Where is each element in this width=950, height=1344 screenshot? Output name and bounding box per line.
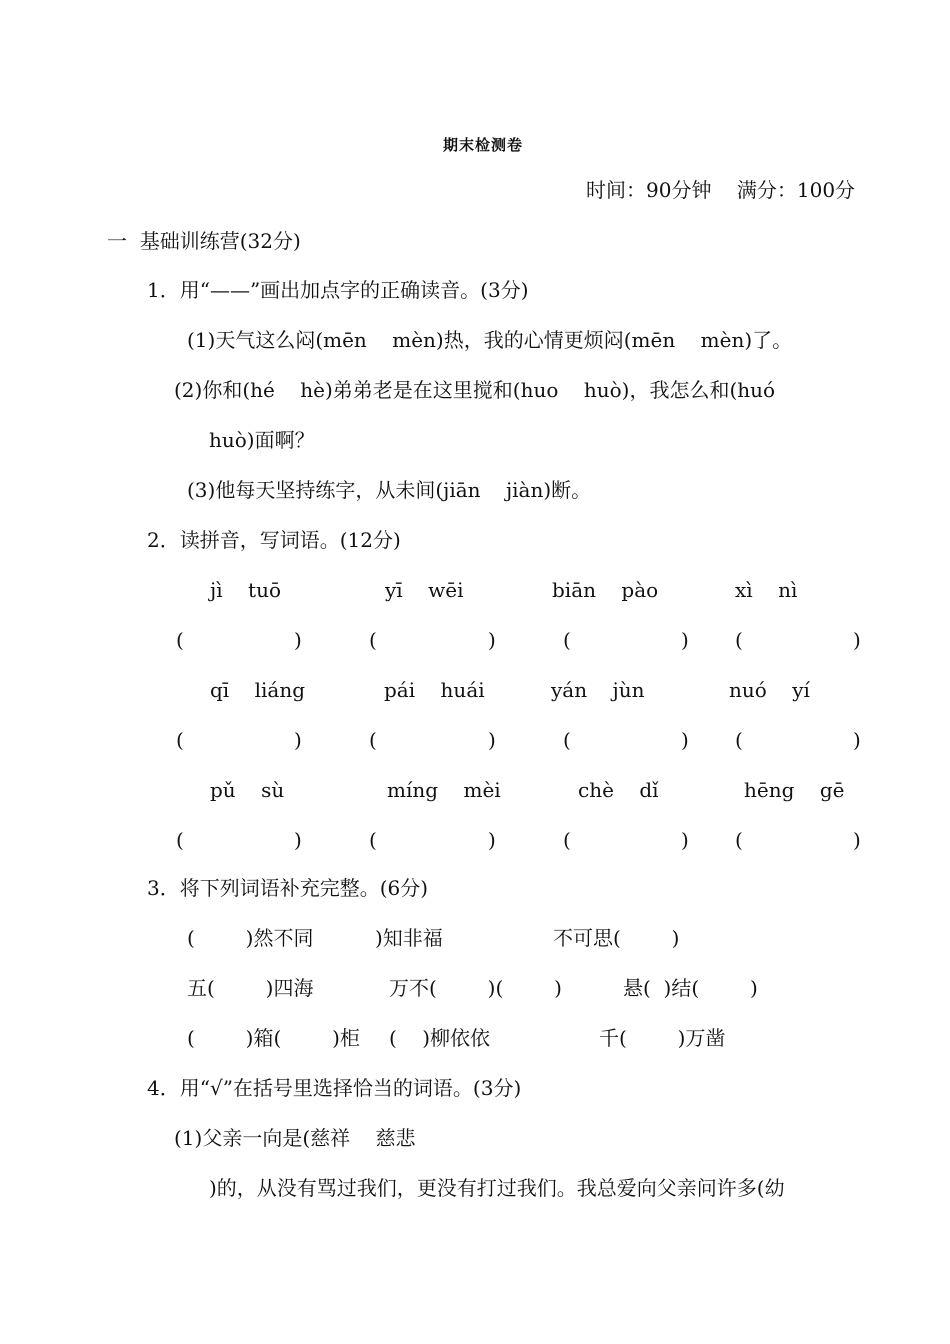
pinyin-item: yán jùn [551,678,645,702]
idiom-blank: 悬( )结( ) [623,976,758,1000]
answer-paren-open: ( [735,728,743,752]
q1-prompt: 1．用“——”画出加点字的正确读音。(3分) [147,278,529,302]
pinyin-item: biān pào [552,578,659,602]
pinyin-item: chè dǐ [578,778,659,802]
pinyin-item: qī liáng [210,678,306,702]
exam-time-info: 时间：90分钟 满分：100分 [586,178,856,202]
q1-item2-line1: (2)你和(hé hè)弟弟老是在这里搅和(huo huò)，我怎么和(huó [174,378,776,402]
idiom-blank: 不可思( ) [553,926,680,950]
q1-item2-line2: huò)面啊？ [209,428,315,452]
answer-paren-close: ) [681,628,689,652]
pinyin-item: xì nì [735,578,798,602]
idiom-blank: ( )箱( )柜 [187,1026,360,1050]
answer-paren-open: ( [176,828,184,852]
answer-paren-open: ( [563,628,571,652]
answer-paren-open: ( [563,828,571,852]
answer-paren-close: ) [488,628,496,652]
answer-paren-close: ) [488,728,496,752]
page-title: 期末检测卷 [443,136,524,154]
answer-paren-close: ) [488,828,496,852]
pinyin-item: pái huái [384,678,485,702]
answer-paren-open: ( [369,728,377,752]
idiom-blank: ( )柳依依 [389,1026,491,1050]
q1-item3: (3)他每天坚持练字，从未间(jiān jiàn)断。 [187,478,592,502]
pinyin-item: míng mèi [387,778,501,802]
answer-paren-close: ) [853,728,861,752]
answer-paren-close: ) [853,628,861,652]
q4-item1-line1: (1)父亲一向是(慈祥 慈悲 [174,1126,416,1150]
q4-prompt: 4．用“√”在括号里选择恰当的词语。(3分) [147,1076,522,1100]
q3-prompt: 3．将下列词语补充完整。(6分) [147,876,429,900]
pinyin-item: yī wēi [385,578,464,602]
idiom-blank: 千( )万凿 [599,1026,726,1050]
idiom-blank: 万不( )( ) [389,976,562,1000]
q4-item1-line2: )的，从没有骂过我们，更没有打过我们。我总爱向父亲问许多(幼 [209,1176,785,1200]
answer-paren-close: ) [294,728,302,752]
idiom-blank: 五( )四海 [187,976,314,1000]
pinyin-item: pǔ sù [210,778,285,802]
answer-paren-close: ) [681,728,689,752]
idiom-blank: )知非福 [375,926,443,950]
answer-paren-open: ( [735,628,743,652]
answer-paren-open: ( [369,828,377,852]
answer-paren-close: ) [294,628,302,652]
answer-paren-open: ( [176,628,184,652]
q1-item1: (1)天气这么闷(mēn mèn)热，我的心情更烦闷(mēn mèn)了。 [187,328,793,352]
answer-paren-close: ) [681,828,689,852]
pinyin-item: nuó yí [729,678,810,702]
answer-paren-open: ( [563,728,571,752]
answer-paren-close: ) [294,828,302,852]
pinyin-item: hēng gē [744,778,845,802]
q2-prompt: 2．读拼音，写词语。(12分) [147,528,401,552]
pinyin-item: jì tuō [210,578,281,602]
answer-paren-open: ( [369,628,377,652]
answer-paren-open: ( [735,828,743,852]
answer-paren-close: ) [853,828,861,852]
section-heading: 一 基础训练营(32分) [107,229,301,253]
idiom-blank: ( )然不同 [187,926,314,950]
answer-paren-open: ( [176,728,184,752]
